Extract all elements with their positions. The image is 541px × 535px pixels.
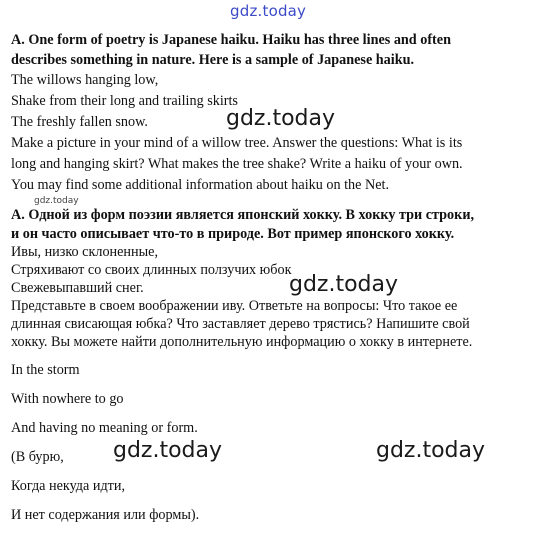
watermark-bottom-left: gdz.today <box>113 438 223 463</box>
answer-russian-line-2: Когда некуда идти, <box>11 478 126 494</box>
english-instructions-line-2: long and hanging skirt? What makes the tree shake? Write a haiku of your own. <box>11 156 463 172</box>
answer-russian-line-3: И нет содержания или формы). <box>11 507 200 523</box>
english-poem-line-2: Shake from their long and trailing skirts <box>11 93 238 109</box>
answer-english-line-3: And having no meaning or form. <box>11 420 198 436</box>
english-poem-line-3: The freshly fallen snow. <box>11 114 148 130</box>
russian-poem-line-1: Ивы, низко склоненные, <box>11 244 158 260</box>
english-poem-line-1: The willows hanging low, <box>11 72 159 88</box>
russian-heading-line-2: и он часто описывает что-то в природе. Вот пример японского хокку. <box>11 226 455 242</box>
watermark-middle: gdz.today <box>226 106 336 131</box>
russian-heading-line-1: А. Одной из форм поэзии является японский хокку. В хокку три строки, <box>11 207 475 223</box>
english-instructions-line-3: You may find some additional information about haiku on the Net. <box>11 177 390 193</box>
answer-russian-line-1: (В бурю, <box>11 449 64 465</box>
russian-instructions-line-2: длинная свисающая юбка? Что заставляет дерево трястись? Напишите свой <box>11 316 470 332</box>
russian-poem-line-2: Стряхивают со своих длинных ползучих юбок <box>11 262 292 278</box>
english-heading-line-2: describes something in nature. Here is a sample of Japanese haiku. <box>11 52 415 68</box>
answer-english-line-2: With nowhere to go <box>11 391 124 407</box>
english-heading-line-1: A. One form of poetry is Japanese haiku. Haiku has three lines and often <box>11 32 451 48</box>
watermark-bottom-right: gdz.today <box>376 438 486 463</box>
watermark-top: gdz.today <box>230 2 307 20</box>
russian-instructions-line-1: Представьте в своем воображении иву. Ответьте на вопросы: Что такое ее <box>11 298 458 314</box>
answer-english-line-1: In the storm <box>11 362 80 378</box>
english-instructions-line-1: Make a picture in your mind of a willow tree. Answer the questions: What is its <box>11 135 463 151</box>
russian-poem-line-3: Свежевыпавший снег. <box>11 280 144 296</box>
watermark-center: gdz.today <box>289 272 399 297</box>
russian-instructions-line-3: хокку. Вы можете найти дополнительную информацию о хокку в интернете. <box>11 334 473 350</box>
watermark-small: gdz.today <box>34 196 79 206</box>
